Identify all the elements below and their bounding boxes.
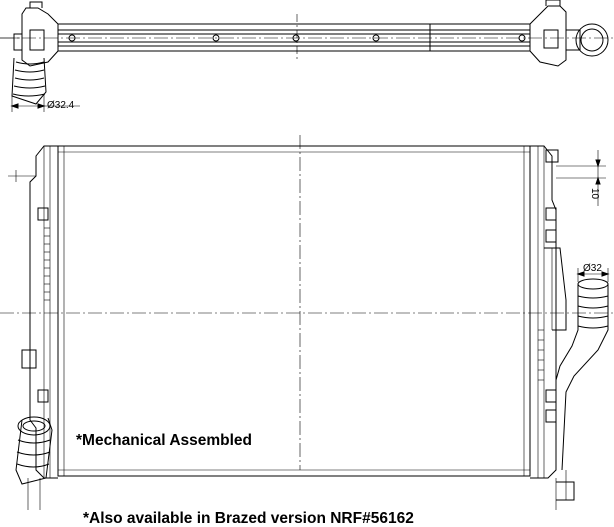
note-brazed-version: *Also available in Brazed version NRF#56162	[83, 510, 414, 527]
front-view	[0, 135, 614, 510]
dimension-right-upper: 10	[589, 188, 600, 200]
note-mechanical-assembled: *Mechanical Assembled	[76, 432, 253, 449]
dimension-right-outlet-diameter: Ø32	[583, 263, 602, 274]
top-view	[0, 0, 614, 112]
dimension-left-outlet-diameter: Ø32.4	[47, 100, 75, 111]
